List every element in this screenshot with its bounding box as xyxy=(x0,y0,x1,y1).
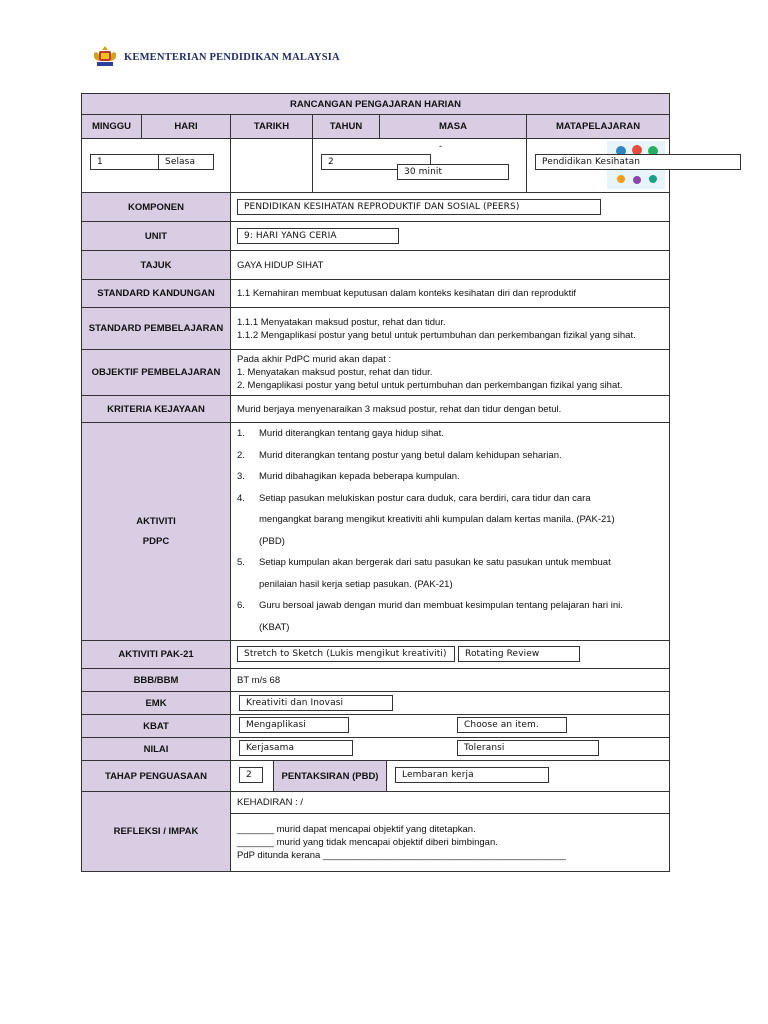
refleksi-cell xyxy=(231,814,670,872)
refleksi-label: REFLEKSI / IMPAK xyxy=(82,792,231,872)
tajuk-value: GAYA HIDUP SIHAT xyxy=(231,251,670,280)
aktiviti-item xyxy=(237,617,663,639)
kriteria-value: Murid berjaya menyenaraikan 3 maksud postur, rehat dan tidur dengan betul. xyxy=(231,396,670,423)
aktiviti-number: 4. xyxy=(237,492,245,504)
aktiviti-number xyxy=(237,509,259,531)
aktiviti-number: 5. xyxy=(237,557,245,568)
aktiviti-number xyxy=(237,574,259,596)
aktiviti-item xyxy=(237,595,663,617)
objektif-cell xyxy=(231,350,670,396)
sp-label: STANDARD PEMBELAJARAN xyxy=(82,308,231,350)
emk-label: EMK xyxy=(82,692,231,715)
nilai-field-2[interactable]: Toleransi xyxy=(457,740,599,756)
kbat-label: KBAT xyxy=(82,715,231,738)
col-tahun: TAHUN xyxy=(313,115,380,139)
sp-cell xyxy=(231,308,670,350)
aktiviti-item xyxy=(237,488,663,510)
form-title: RANCANGAN PENGAJARAN HARIAN xyxy=(82,94,670,115)
nilai-cell xyxy=(231,738,670,761)
emk-cell xyxy=(231,692,670,715)
minggu-field[interactable]: 1 xyxy=(90,154,160,170)
pentaksiran-field[interactable]: Lembaran kerja xyxy=(395,767,549,783)
col-hari: HARI xyxy=(142,115,231,139)
aktiviti-text: Murid dibahagikan kepada beberapa kumpulan. xyxy=(259,471,460,482)
bbb-value: BT m/s 68 xyxy=(231,669,670,692)
unit-field[interactable]: 9: HARI YANG CERIA xyxy=(237,228,399,244)
rph-table xyxy=(81,93,670,872)
tahap-cell xyxy=(231,761,670,792)
emk-field[interactable]: Kreativiti dan Inovasi xyxy=(239,695,393,711)
aktiviti-text: (PBD) xyxy=(259,535,285,547)
bbb-label: BBB/BBM xyxy=(82,669,231,692)
objektif-intro: Pada akhir PdPC murid akan dapat : xyxy=(237,354,392,365)
unit-label: UNIT xyxy=(82,222,231,251)
col-matapelajaran: MATAPELAJARAN xyxy=(527,115,670,139)
minggu-hari-cell xyxy=(82,139,231,193)
aktiviti-number: 1. xyxy=(237,428,245,439)
tarikh-cell xyxy=(231,139,313,193)
col-masa: MASA xyxy=(380,115,527,139)
aktiviti-item xyxy=(237,552,663,574)
aktiviti-number: 6. xyxy=(237,600,245,611)
matapelajaran-field[interactable]: Pendidikan Kesihatan xyxy=(535,154,741,170)
aktiviti-item xyxy=(237,509,663,531)
aktiviti-text: Setiap kumpulan akan bergerak dari satu pasukan ke satu pasukan untuk membuat xyxy=(259,557,611,568)
tahun-masa-cell xyxy=(313,139,527,193)
masa-separator: - xyxy=(439,141,442,151)
kriteria-label: KRITERIA KEJAYAAN xyxy=(82,396,231,423)
aktiviti-text: penilaian hasil kerja setiap pasukan. (PAK-21) xyxy=(259,578,453,590)
aktiviti-number xyxy=(237,617,259,639)
kbat-field-2[interactable]: Choose an item. xyxy=(457,717,567,733)
hari-field[interactable]: Selasa xyxy=(158,154,214,170)
aktiviti-label-line1: AKTIVITI xyxy=(136,515,176,527)
pak21-cell xyxy=(231,641,670,669)
objektif-item-1: 1. Menyatakan maksud postur, rehat dan tidur. xyxy=(237,367,433,378)
ministry-header xyxy=(92,44,340,70)
aktiviti-item xyxy=(237,574,663,596)
sk-value: 1.1 Kemahiran membuat keputusan dalam konteks kesihatan diri dan reproduktif xyxy=(231,280,670,308)
komponen-cell xyxy=(231,193,670,222)
aktiviti-text: Murid diterangkan tentang postur yang betul dalam kehidupan seharian. xyxy=(259,449,562,461)
aktiviti-item xyxy=(237,423,663,445)
refleksi-line-3: PdP ditunda kerana ______________________________________________ xyxy=(237,850,566,861)
aktiviti-text: (KBAT) xyxy=(259,621,290,633)
nilai-field-1[interactable]: Kerjasama xyxy=(239,740,353,756)
tahap-field[interactable]: 2 xyxy=(239,767,263,783)
aktiviti-text: Guru bersoal jawab dengan murid dan membuat kesimpulan tentang pelajaran hari ini. xyxy=(259,600,623,611)
aktiviti-number: 3. xyxy=(237,471,245,482)
kbat-field-1[interactable]: Mengaplikasi xyxy=(239,717,349,733)
refleksi-line-2: _______ murid yang tidak mencapai objektif diberi bimbingan. xyxy=(237,837,498,848)
col-tarikh: TARIKH xyxy=(231,115,313,139)
ministry-name: KEMENTERIAN PENDIDIKAN MALAYSIA xyxy=(124,51,340,63)
aktiviti-number xyxy=(237,531,259,553)
aktiviti-text: mengangkat barang mengikut kreativiti ahli kumpulan dalam kertas manila. (PAK-21) xyxy=(259,514,615,525)
refleksi-line-1: _______ murid dapat mencapai objektif yang ditetapkan. xyxy=(237,824,476,835)
sk-label: STANDARD KANDUNGAN xyxy=(82,280,231,308)
tahap-label: TAHAP PENGUASAAN xyxy=(82,761,231,792)
nilai-label: NILAI xyxy=(82,738,231,761)
tajuk-label: TAJUK xyxy=(82,251,231,280)
aktiviti-item xyxy=(237,466,663,488)
komponen-field[interactable]: PENDIDIKAN KESIHATAN REPRODUKTIF DAN SOSIAL (PEERS) xyxy=(237,199,601,215)
aktiviti-label-line2: PDPC xyxy=(142,535,170,547)
aktiviti-number: 2. xyxy=(237,449,245,461)
aktiviti-list xyxy=(237,423,663,638)
pak21-field-1[interactable]: Stretch to Sketch (Lukis mengikut kreativiti) xyxy=(237,646,455,662)
pak21-label: AKTIVITI PAK-21 xyxy=(82,641,231,669)
kbat-cell xyxy=(231,715,670,738)
matapelajaran-cell xyxy=(527,139,670,193)
kehadiran-value: KEHADIRAN : / xyxy=(231,792,670,814)
masa-field[interactable]: 30 minit xyxy=(397,164,509,180)
unit-cell xyxy=(231,222,670,251)
rph-form xyxy=(81,93,669,861)
objektif-item-2: 2. Mengaplikasi postur yang betul untuk pertumbuhan dan perkembangan fizikal yang sihat. xyxy=(237,380,623,391)
aktiviti-item xyxy=(237,531,663,553)
aktiviti-text: Murid diterangkan tentang gaya hidup sihat. xyxy=(259,428,444,439)
sp-item-2: 1.1.2 Mengaplikasi postur yang betul untuk pertumbuhan dan perkembangan fizikal yang sihat. xyxy=(237,329,636,341)
pentaksiran-label: PENTAKSIRAN (PBD) xyxy=(273,761,387,791)
col-minggu: MINGGU xyxy=(82,115,142,139)
sp-item-1: 1.1.1 Menyatakan maksud postur, rehat dan tidur. xyxy=(237,316,446,328)
aktiviti-label xyxy=(82,423,231,641)
aktiviti-item xyxy=(237,445,663,467)
aktiviti-cell xyxy=(231,423,670,641)
aktiviti-text: Setiap pasukan melukiskan postur cara duduk, cara berdiri, cara tidur dan cara xyxy=(259,492,591,504)
komponen-label: KOMPONEN xyxy=(82,193,231,222)
pak21-field-2[interactable]: Rotating Review xyxy=(458,646,580,662)
malaysia-crest-icon xyxy=(92,45,118,69)
tahun-field[interactable]: 2 xyxy=(321,154,431,170)
objektif-label: OBJEKTIF PEMBELAJARAN xyxy=(82,350,231,396)
